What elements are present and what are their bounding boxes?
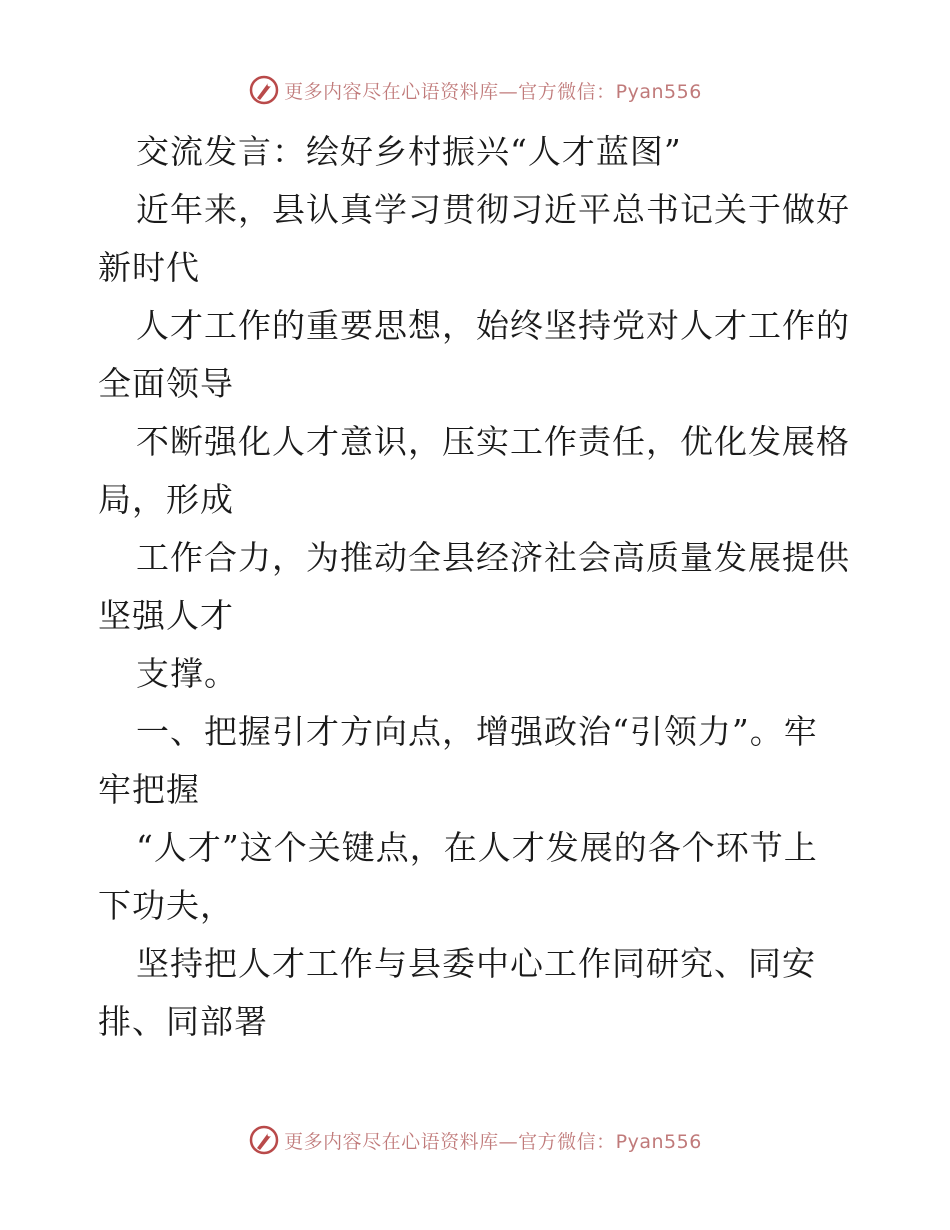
document-title: 交流发言：绘好乡村振兴“人才蓝图”: [136, 132, 682, 171]
text-line: 近年来，县认真学习贯彻习近平总书记关于做好: [136, 190, 850, 229]
text-line: 排、同部署: [98, 1002, 268, 1041]
text-line: 坚持把人才工作与县委中心工作同研究、同安: [136, 944, 816, 983]
text-line: “人才”这个关键点，在人才发展的各个环节上: [136, 828, 818, 867]
pen-logo-icon: [248, 1124, 280, 1156]
watermark-text: 更多内容尽在心语资料库—官方微信：Pyan556: [284, 1130, 702, 1153]
text-line: 不断强化人才意识，压实工作责任，优化发展格: [136, 422, 850, 461]
text-line: 牢把握: [98, 770, 200, 809]
text-line: 支撑。: [136, 654, 238, 693]
text-line: 坚强人才: [98, 596, 234, 635]
header-watermark: [0, 70, 950, 110]
text-line: 新时代: [98, 248, 200, 287]
pen-logo-icon: [248, 74, 280, 106]
text-line: 下功夫，: [98, 886, 234, 925]
text-line: 人才工作的重要思想，始终坚持党对人才工作的: [136, 306, 850, 345]
text-line: 局，形成: [98, 480, 234, 519]
text-line: 全面领导: [98, 364, 234, 403]
section-heading-line: 一、把握引才方向点，增强政治“引领力”。牢: [136, 712, 818, 751]
watermark-text: 更多内容尽在心语资料库—官方微信：Pyan556: [284, 80, 702, 103]
footer-watermark: [0, 1120, 950, 1160]
document-body: [98, 123, 858, 1051]
text-line: 工作合力，为推动全县经济社会高质量发展提供: [136, 538, 850, 577]
